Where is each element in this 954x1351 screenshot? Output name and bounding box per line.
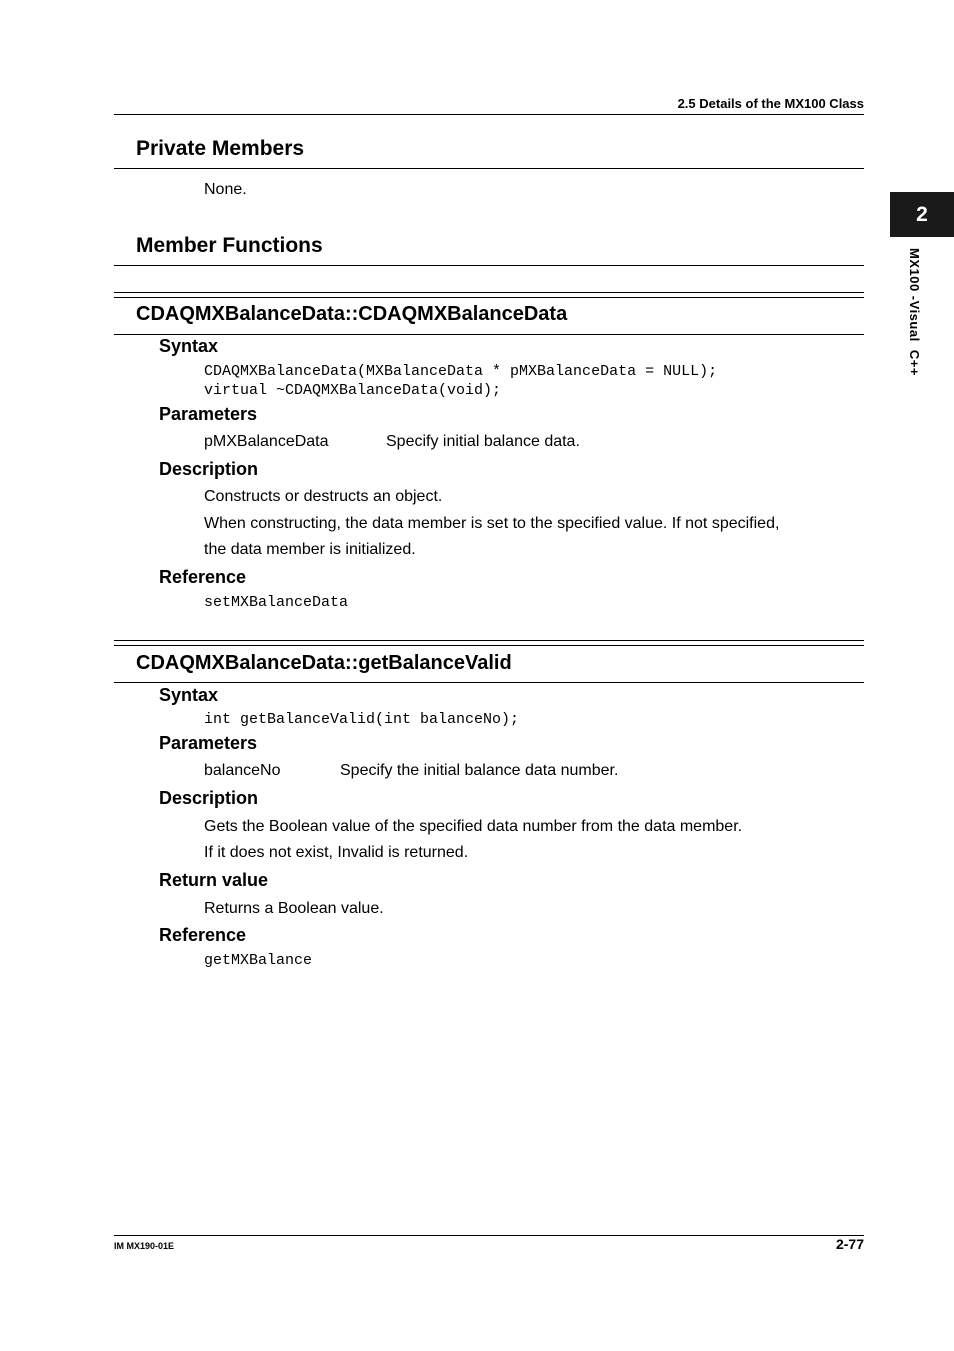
func2-return-text: Returns a Boolean value. xyxy=(204,900,384,917)
chapter-tab: 2 xyxy=(890,192,954,237)
func2-syntax-label: Syntax xyxy=(159,685,219,705)
func2-desc-line-2: If it does not exist, Invalid is returned. xyxy=(204,844,469,861)
func2-top-rule-2 xyxy=(114,645,864,646)
func2-reference-label: Reference xyxy=(159,925,247,945)
func2-description-label: Description xyxy=(159,788,259,808)
func1-param-name: pMXBalanceData xyxy=(204,433,329,450)
func1-parameters-label: Parameters xyxy=(159,404,258,424)
header-rule xyxy=(114,114,864,115)
func2-top-rule xyxy=(114,640,864,641)
func1-title-rule xyxy=(114,334,864,335)
func2-reference: getMXBalance xyxy=(204,952,313,969)
func1-desc-line-1: Constructs or destructs an object. xyxy=(204,488,443,505)
footer-rule xyxy=(114,1235,864,1236)
func2-return-label: Return value xyxy=(159,870,269,890)
func1-description-label: Description xyxy=(159,459,259,479)
footer-doc-id: IM MX190-01E xyxy=(114,1241,175,1251)
func2-desc-line-1: Gets the Boolean value of the specified data number from the data member. xyxy=(204,818,743,835)
member-functions-rule xyxy=(114,265,864,266)
func1-title: CDAQMXBalanceData::CDAQMXBalanceData xyxy=(136,303,568,325)
func2-title: CDAQMXBalanceData::getBalanceValid xyxy=(136,652,512,674)
member-functions-heading: Member Functions xyxy=(136,234,323,257)
func2-param-name: balanceNo xyxy=(204,762,281,779)
func1-top-rule xyxy=(114,292,864,293)
private-members-text: None. xyxy=(204,181,247,198)
func1-desc-line-2: When constructing, the data member is set to the specified value. If not specified, xyxy=(204,515,780,532)
footer-page-number: 2-77 xyxy=(835,1236,864,1252)
func1-syntax-line-1: CDAQMXBalanceData(MXBalanceData * pMXBalanceData = NULL); xyxy=(204,363,718,380)
func1-syntax-line-2: virtual ~CDAQMXBalanceData(void); xyxy=(204,382,502,399)
func1-reference: setMXBalanceData xyxy=(204,594,349,611)
func1-syntax-label: Syntax xyxy=(159,336,219,356)
private-members-rule xyxy=(114,168,864,169)
private-members-heading: Private Members xyxy=(136,137,305,160)
running-header: 2.5 Details of the MX100 Class xyxy=(677,96,864,111)
chapter-side-title: MX100 -Visual C++ xyxy=(907,248,922,376)
func2-parameters-label: Parameters xyxy=(159,733,258,753)
func1-desc-line-3: the data member is initialized. xyxy=(204,541,416,558)
func2-title-rule xyxy=(114,682,864,683)
func2-param-desc: Specify the initial balance data number. xyxy=(340,762,619,779)
func1-top-rule-2 xyxy=(114,297,864,298)
func1-param-desc: Specify initial balance data. xyxy=(386,433,580,450)
func2-syntax: int getBalanceValid(int balanceNo); xyxy=(204,711,520,728)
func1-reference-label: Reference xyxy=(159,567,247,587)
